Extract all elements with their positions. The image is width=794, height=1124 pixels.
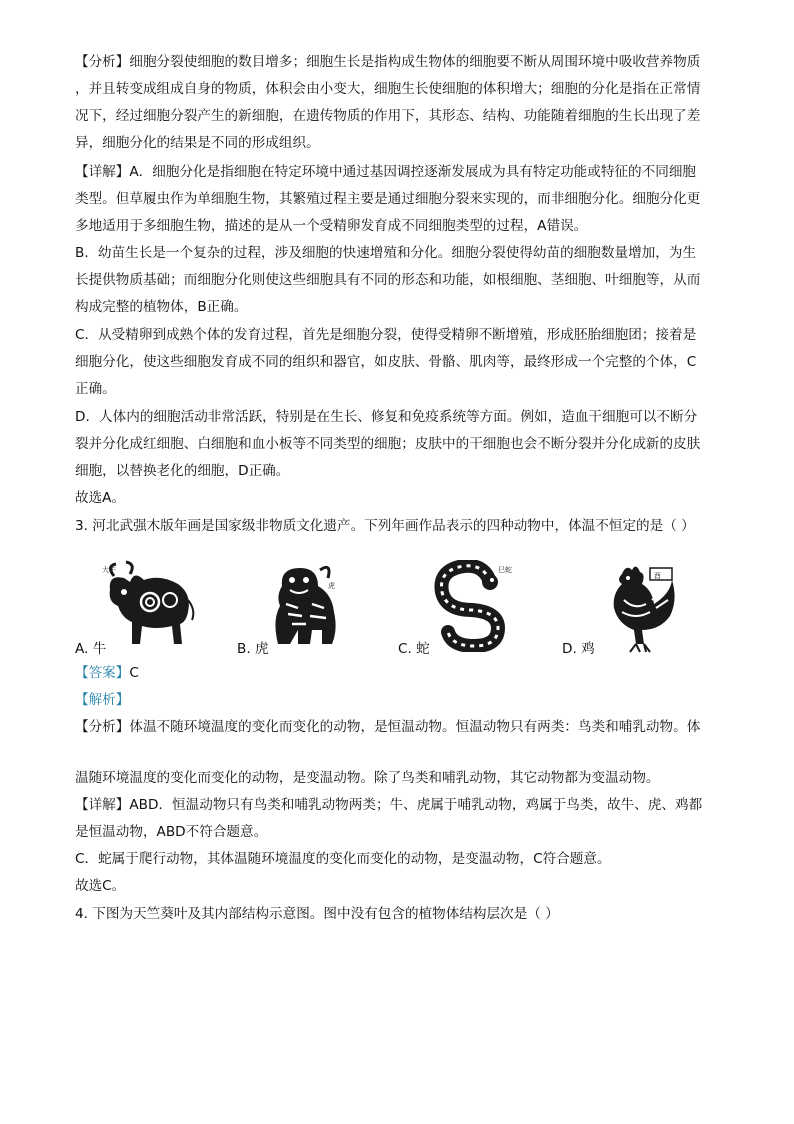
tiger-illustration [262,560,348,650]
svg-text:大牛: 大牛 [102,566,116,574]
detail-c-line-1: C．从受精卵到成熟个体的发育过程，首先是细胞分裂，使得受精卵不断增殖，形成胚胎细胞团；接着是 [75,327,697,343]
detail-b-line-3: 构成完整的植物体，B正确。 [75,299,248,315]
svg-text:酉: 酉 [654,572,661,580]
svg-text:巳蛇: 巳蛇 [498,566,512,574]
detail-a-line-2: 类型。但草履虫作为单细胞生物，其繁殖过程主要是通过细胞分裂来实现的，而非细胞分化。细胞分化更 [75,191,701,207]
analysis-line-1: 【分析】细胞分裂使细胞的数目增多；细胞生长是指构成生物体的细胞要不断从周围环境中吸收营养物质 [75,54,701,70]
q3-detail-line-1: 【详解】ABD．恒温动物只有鸟类和哺乳动物两类；牛、虎属于哺乳动物，鸡属于鸟类，故牛、虎、鸡都 [75,797,703,813]
detail-c-line-3: 正确。 [75,381,116,397]
ox-illustration [100,560,198,650]
analysis-line-4: 异，细胞分化的结果是不同的形成组织。 [75,135,320,151]
q3-detail-line-3: C．蛇属于爬行动物，其体温随环境温度的变化而变化的动物，是变温动物，C符合题意。 [75,851,611,867]
q3-analysis-line-1: 【分析】体温不随环境温度的变化而变化的动物，是恒温动物。恒温动物只有两类：鸟类和哺乳动物。体 [75,719,701,735]
analysis-line-2: ，并且转变成组成自身的物质，体积会由小变大，细胞生长使细胞的体积增大；细胞的分化是指在正常情 [75,81,701,97]
q3-answer: 故选C。 [75,878,126,894]
option-b-label: B. 虎 [237,641,269,657]
detail-d-line-1: D．人体内的细胞活动非常活跃，特别是在生长、修复和免疫系统等方面。例如，造血干细胞可以不断分 [75,409,698,425]
detail-b-line-1: B．幼苗生长是一个复杂的过程，涉及细胞的快速增殖和分化。细胞分裂使得幼苗的细胞数量增加，为生 [75,245,697,261]
analysis-line-3: 况下，经过细胞分裂产生的新细胞，在遗传物质的作用下，其形态、结构、功能随着细胞的生长出现了差 [75,108,701,124]
answer-tag: 【答案】 [75,665,130,681]
option-c-label: C. 蛇 [398,641,430,657]
detail-d-line-2: 裂并分化成红细胞、白细胞和血小板等不同类型的细胞；皮肤中的干细胞也会不断分裂并分化成新的皮肤 [75,436,701,452]
q3-detail-line-2: 是恒温动物，ABD不符合题意。 [75,824,268,840]
detail-c-line-2: 细胞分化，使这些细胞发育成不同的组织和器官，如皮肤、骨骼、肌肉等，最终形成一个完整的个体，C [75,354,697,370]
detail-a-line-1: 【详解】A．细胞分化是指细胞在特定环境中通过基因调控逐渐发展成为具有特定功能或特征的不同细胞 [75,164,697,180]
answer-q2: 故选A。 [75,490,126,506]
svg-text:虎: 虎 [328,582,335,590]
answer-row [75,663,735,683]
rooster-illustration [596,560,680,654]
option-d-label: D. 鸡 [562,641,595,657]
answer-value: C [129,665,139,681]
question-3-stem: 3. 河北武强木版年画是国家级非物质文化遗产。下列年画作品表示的四种动物中，体温不恒定的是（ ） [75,518,695,534]
option-a-label: A. 牛 [75,641,107,657]
animal-figures [0,560,794,660]
question-4-stem: 4. 下图为天竺葵叶及其内部结构示意图。图中没有包含的植物体结构层次是（ ） [75,906,559,922]
q3-analysis-line-2: 温随环境温度的变化而变化的动物，是变温动物。除了鸟类和哺乳动物，其它动物都为变温动物。 [75,770,660,786]
detail-d-line-3: 细胞，以替换老化的细胞，D正确。 [75,463,290,479]
analysis-tag: 【解析】 [75,692,130,708]
snake-illustration [428,560,520,652]
detail-b-line-2: 长提供物质基础；而细胞分化则使这些细胞具有不同的形态和功能，如根细胞、茎细胞、叶细胞等，从而 [75,272,701,288]
detail-a-line-3: 多地适用于多细胞生物，描述的是从一个受精卵发育成不同细胞类型的过程，A错误。 [75,218,588,234]
